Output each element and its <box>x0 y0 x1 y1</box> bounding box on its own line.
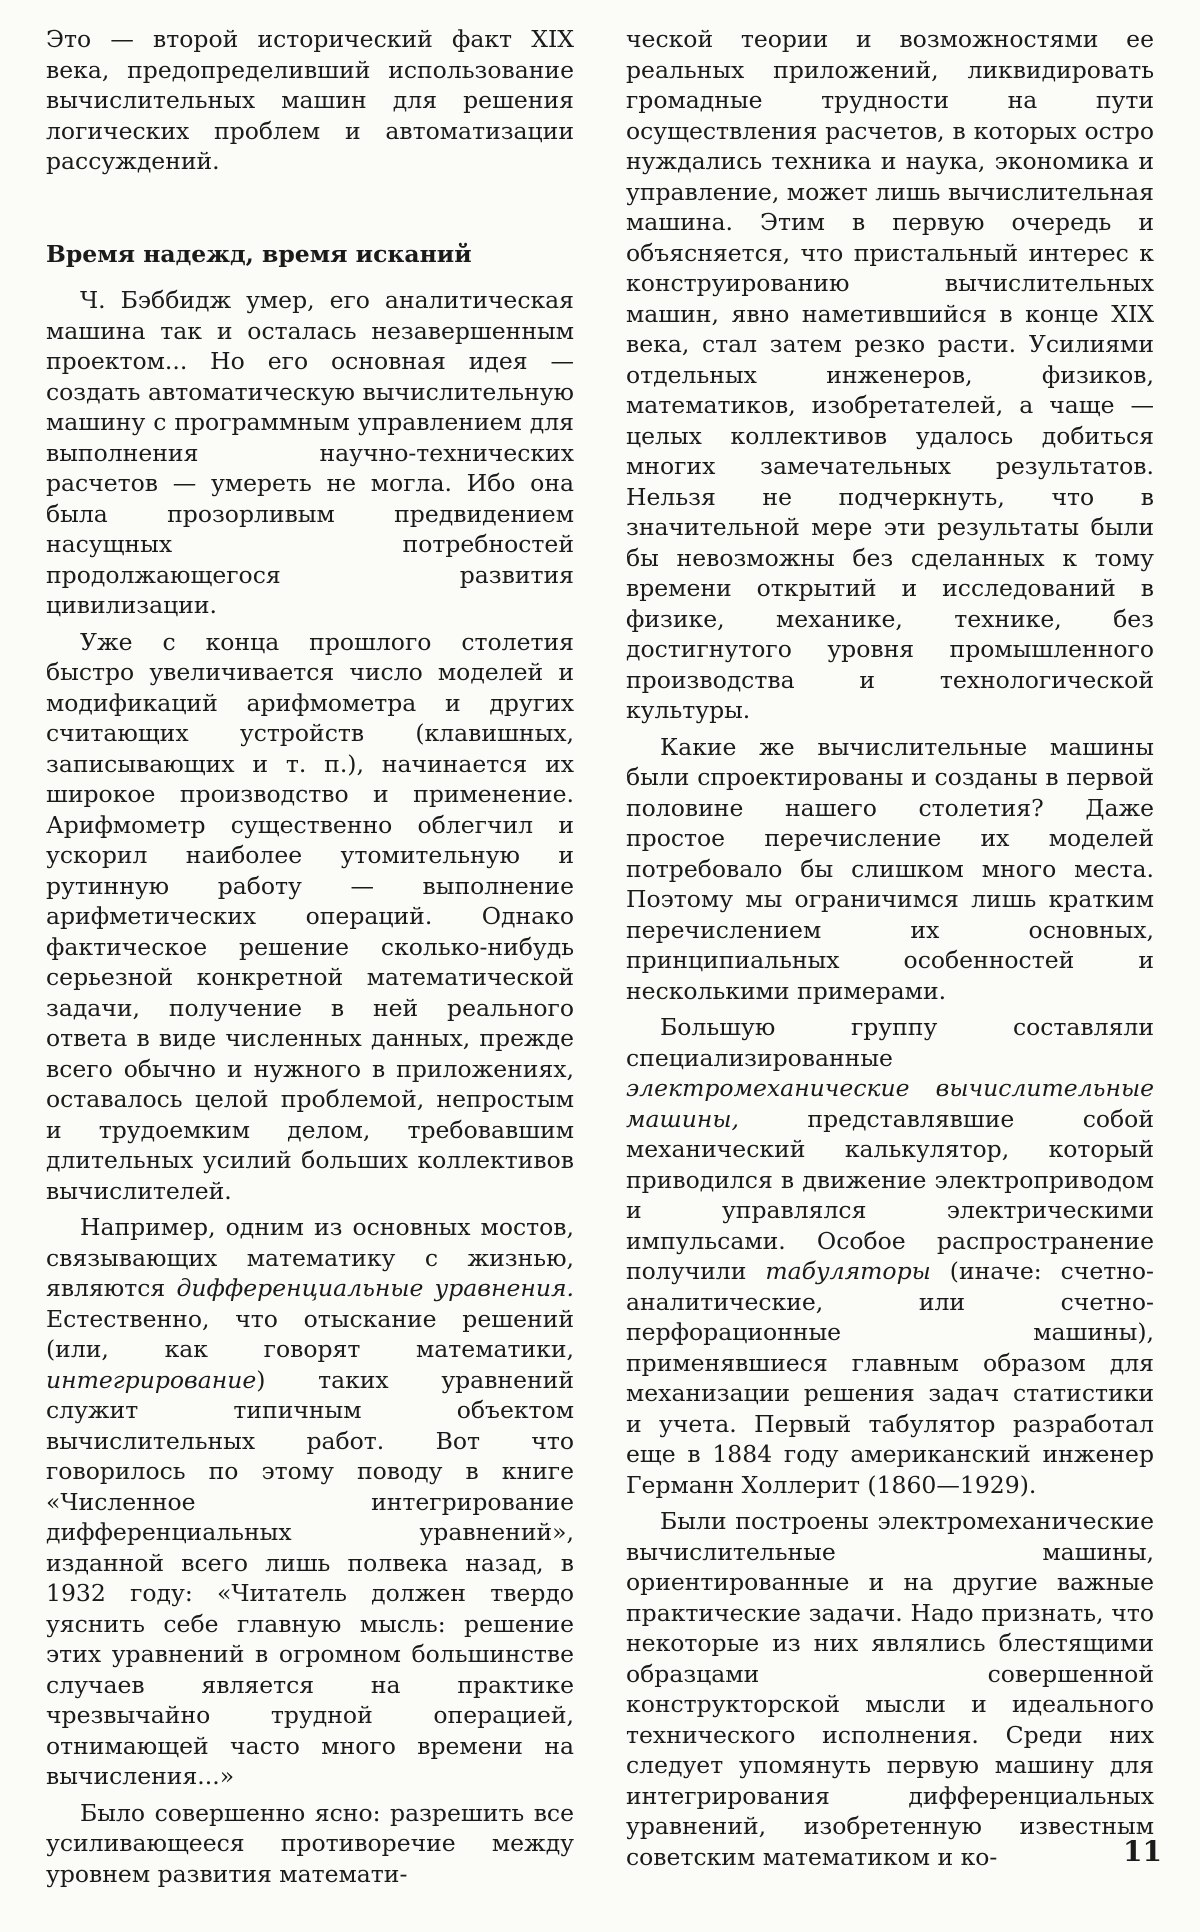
italic-term: табуляторы <box>765 1257 931 1285</box>
paragraph: Это — второй исторический факт XIX века, предопределивший использование вычислительных машин для решения логических проблем и автоматизации рассуждений. <box>46 25 574 175</box>
italic-term: интегрирование <box>46 1365 257 1394</box>
paragraph: Ч. Бэббидж умер, его аналитическая машина так и осталась незавершенным проектом... Но его основная идея — создать автоматическую вычислительную машину с программным управлением для выполнения научно-технических расчетов — умереть не могла. Ибо она была прозорливым предвидением насущных потребностей продолжающегося развития цивилизации. <box>46 286 574 619</box>
text-run: Например, одним из основных мостов, связывающих математику с жизнью, являются <box>46 1213 574 1302</box>
text-run: ) таких уравнений служит типичным объектом вычислительных работ. Вот что говорилось по этому поводу в книге «Численное интегрирование дифференциальных уравнений», изданной всего лишь полвека назад, в 1932 году: «Читатель должен твердо уяснить себе главную мысль: решение этих уравнений в огромном большинстве случаев является на практике чрезвычайно трудной операцией, отнимающей часто много времени на вычисления...» <box>46 1365 574 1790</box>
paragraph: Было совершенно ясно: разрешить все усиливающееся противоречие между уровнем развития математи- <box>46 1798 574 1888</box>
text-run: (иначе: счетно-аналитические, или счетно-перфорационные машины), применявшиеся главным образом для механизации решения задач статистики и учета. Первый табулятор разработал еще в 1884 году американский инженер Германн Холлерит (1860—1929). <box>626 1257 1154 1499</box>
right-column <box>626 24 1154 1872</box>
text-run: Естественно, что отыскание решений (или, как говорят математики, <box>46 1304 574 1363</box>
paragraph: Какие же вычислительные машины были спроектированы и созданы в первой половине нашего столетия? Даже простое перечисление их моделей потребовало бы слишком много места. Поэтому мы ограничимся лишь кратким перечислением их основных, принципиальных особенностей и несколькими примерами. <box>626 732 1154 1005</box>
text-run: представлявшие собой механический калькулятор, который приводился в движение электроприводом и управлялся электрическими импульсами. Особое распространение получили <box>626 1104 1154 1285</box>
section-heading: Время надежд, время исканий <box>46 239 472 268</box>
text-run: Большую группу составляли специализированные <box>626 1013 1154 1072</box>
page-number: 11 <box>1123 1835 1162 1868</box>
italic-term: дифференциальные уравнения. <box>176 1274 574 1302</box>
paragraph <box>626 1012 1154 1500</box>
paragraph: Были построены электромеханические вычислительные машины, ориентированные и на другие важные практические задачи. Надо признать, что некоторые из них являлись блестящими образцами совершенной конструкторской мысли и идеального технического исполнения. Среди них следует упомянуть первую машину для интегрирования дифференциальных уравнений, изобретенную известным советским математиком и ко- <box>626 1507 1154 1871</box>
paragraph: ческой теории и возможностями ее реальных приложений, ликвидировать громадные трудности на пути осуществления расчетов, в которых остро нуждались техника и наука, экономика и управление, может лишь вычислительная машина. Этим в первую очередь и объясняется, что пристальный интерес к конструированию вычислительных машин, явно наметившийся в конце XIX века, стал затем резко расти. Усилиями отдельных инженеров, физиков, математиков, изобретателей, а чаще — целых коллективов удалось добиться многих замечательных результатов. Нельзя не подчеркнуть, что в значительной мере эти результаты были бы невозможны без сделанных к тому времени открытий и исследований в физике, механике, технике, без достигнутого уровня промышленного производства и технологической культуры. <box>626 25 1154 724</box>
paragraph: Уже с конца прошлого столетия быстро увеличивается число моделей и модификаций арифмометра и других считающих устройств (клавишных, записывающих и т. п.), начинается их широкое производство и применение. Арифмометр существенно облегчил и ускорил наиболее утомительную и рутинную работу — выполнение арифметических операций. Однако фактическое решение сколько-нибудь серьезной конкретной математической задачи, получение в ней реального ответа в виде численных данных, прежде всего обычно и нужного в приложениях, оставалось целой проблемой, непростым и трудоемким делом, требовавшим длительных усилий больших коллективов вычислителей. <box>46 627 574 1205</box>
left-column <box>46 24 574 1889</box>
paragraph <box>46 1212 574 1792</box>
italic-term: электромеханические вычислительные машины, <box>626 1074 1154 1133</box>
